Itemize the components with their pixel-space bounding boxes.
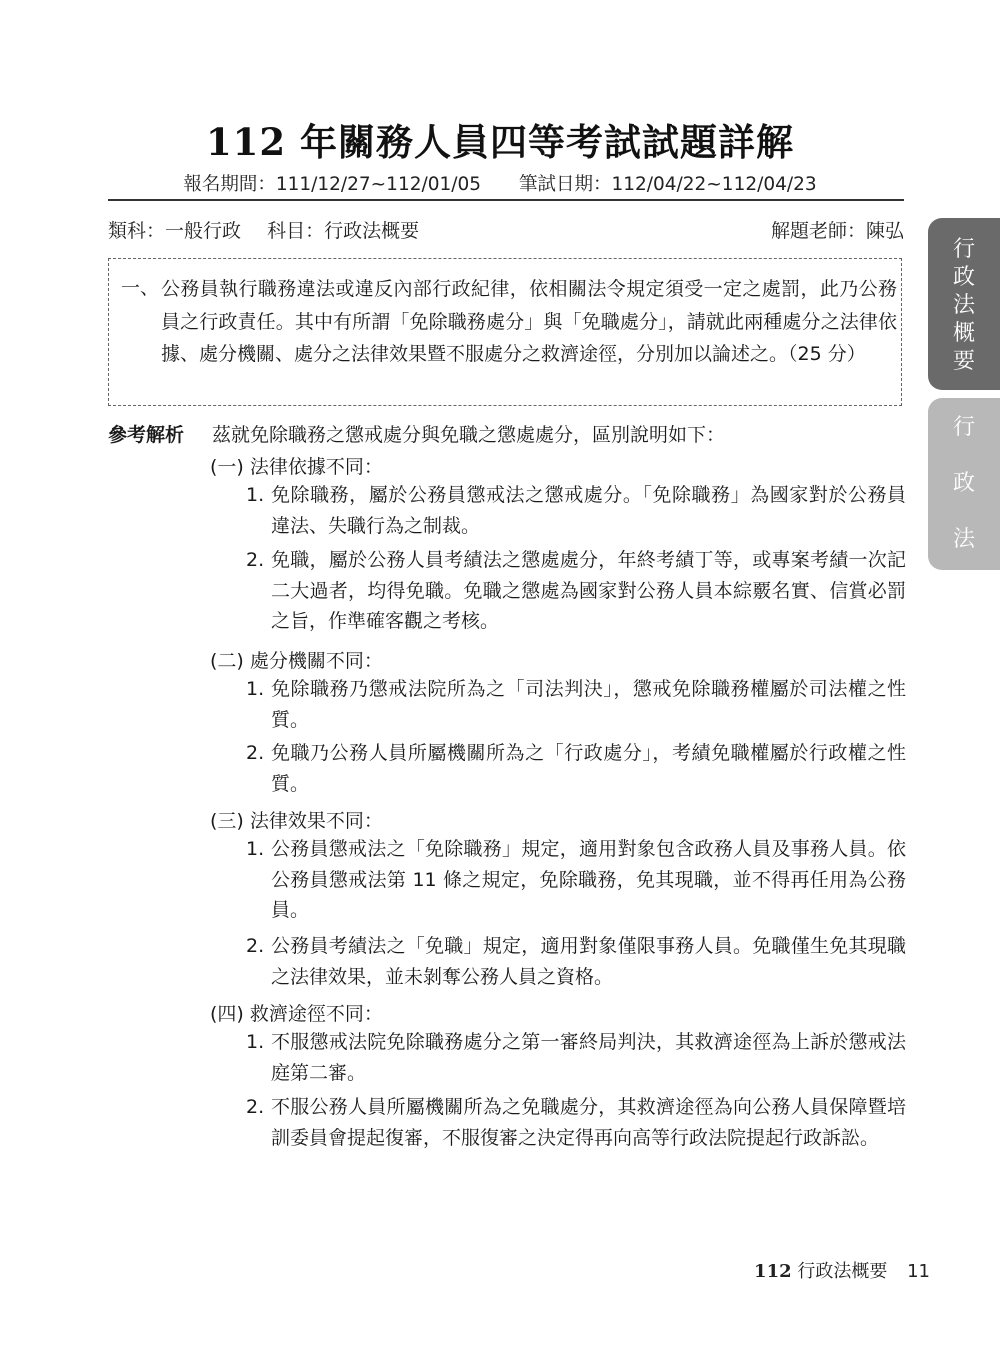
tab-char: 法 xyxy=(952,293,975,318)
section-heading: (三) 法律效果不同： xyxy=(210,810,383,832)
tab-char: 政 xyxy=(952,471,975,496)
subject: 科目：行政法概要 xyxy=(267,220,420,242)
registration-period: 報名期間：111/12/27~112/01/05 xyxy=(183,174,482,195)
footer-subject: 行政法概要 xyxy=(797,1261,888,1282)
item-text: 免除職務乃懲戒法院所為之「司法判決」，懲戒免除職務權屬於司法權之性質。 xyxy=(271,678,906,731)
answer-intro: 茲就免除職務之懲戒處分與免職之懲處處分，區別說明如下： xyxy=(212,424,726,446)
header-divider xyxy=(108,199,904,201)
item-number: 2. xyxy=(246,1096,265,1118)
item-text: 免除職務，屬於公務員懲戒法之懲戒處分。「免除職務」為國家對於公務員違法、失職行為之制裁。 xyxy=(271,484,906,537)
tab-char: 政 xyxy=(952,265,975,290)
item-text: 公務員考績法之「免職」規定，適用對象僅限事務人員。免職僅生免其現職之法律效果，並未剝奪公務人員之資格。 xyxy=(271,935,906,988)
exam-meta xyxy=(108,216,904,243)
page-number: 11 xyxy=(907,1261,930,1282)
list-item xyxy=(246,545,906,637)
item-number: 1. xyxy=(246,1031,265,1053)
tab-char: 行 xyxy=(952,415,975,440)
tab-char: 法 xyxy=(952,527,975,552)
item-text: 不服懲戒法院免除職務處分之第一審終局判決，其救濟途徑為上訴於懲戒法庭第二審。 xyxy=(271,1031,906,1084)
exam-date: 筆試日期：112/04/22~112/04/23 xyxy=(518,174,817,195)
category: 類科：一般行政 xyxy=(108,220,242,242)
answer-label: 參考解析 xyxy=(108,424,185,446)
question-number: 一、 xyxy=(121,277,160,299)
side-tab-administrative-law[interactable] xyxy=(928,398,1000,570)
question-text: 公務員執行職務違法或違反內部行政紀律，依相關法令規定須受一定之處罰，此乃公務員之行政責任。其中有所謂「免除職務處分」與「免職處分」，請就此兩種處分之法律依據、處分機關、處分之法律效果暨不服處分之救濟途徑，分別加以論述之。（25 分） xyxy=(161,278,897,365)
item-text: 公務員懲戒法之「免除職務」規定，適用對象包含政務人員及事務人員。依公務員懲戒法第 11 條之規定，免除職務，免其現職，並不得再任用為公務員。 xyxy=(271,838,906,921)
list-item xyxy=(246,674,906,735)
footer-year: 112 xyxy=(754,1261,792,1282)
tab-char: 概 xyxy=(952,321,975,346)
list-item xyxy=(246,1092,906,1153)
list-item xyxy=(246,1027,906,1088)
item-number: 2. xyxy=(246,549,265,571)
item-number: 2. xyxy=(246,935,265,957)
exam-schedule xyxy=(0,170,1000,196)
tab-char: 要 xyxy=(952,349,975,374)
item-number: 2. xyxy=(246,742,265,764)
page-title: 112 年關務人員四等考試試題詳解 xyxy=(205,120,795,164)
section-heading: (一) 法律依據不同： xyxy=(210,456,383,478)
item-number: 1. xyxy=(246,484,265,506)
list-item xyxy=(246,738,906,799)
item-text: 不服公務人員所屬機關所為之免職處分，其救濟途徑為向公務人員保障暨培訓委員會提起復審，不服復審之決定得再向高等行政法院提起行政訴訟。 xyxy=(271,1096,906,1149)
side-tab-administrative-law-summary[interactable] xyxy=(928,218,1000,390)
teacher: 解題老師：陳弘 xyxy=(770,220,904,242)
item-number: 1. xyxy=(246,838,265,860)
section-heading: (二) 處分機關不同： xyxy=(210,650,383,672)
page-footer xyxy=(754,1257,930,1283)
tab-char: 行 xyxy=(952,237,975,262)
list-item xyxy=(246,834,906,926)
item-text: 免職乃公務人員所屬機關所為之「行政處分」，考績免職權屬於行政權之性質。 xyxy=(271,742,906,795)
item-number: 1. xyxy=(246,678,265,700)
list-item xyxy=(246,480,906,541)
section-heading: (四) 救濟途徑不同： xyxy=(210,1003,383,1025)
item-text: 免職，屬於公務人員考績法之懲處處分，年終考績丁等，或專案考績一次記二大過者，均得免職。免職之懲處為國家對公務人員本綜覈名實、信賞必罰之旨，作準確客觀之考核。 xyxy=(271,549,906,632)
question-box xyxy=(108,258,902,406)
list-item xyxy=(246,931,906,992)
